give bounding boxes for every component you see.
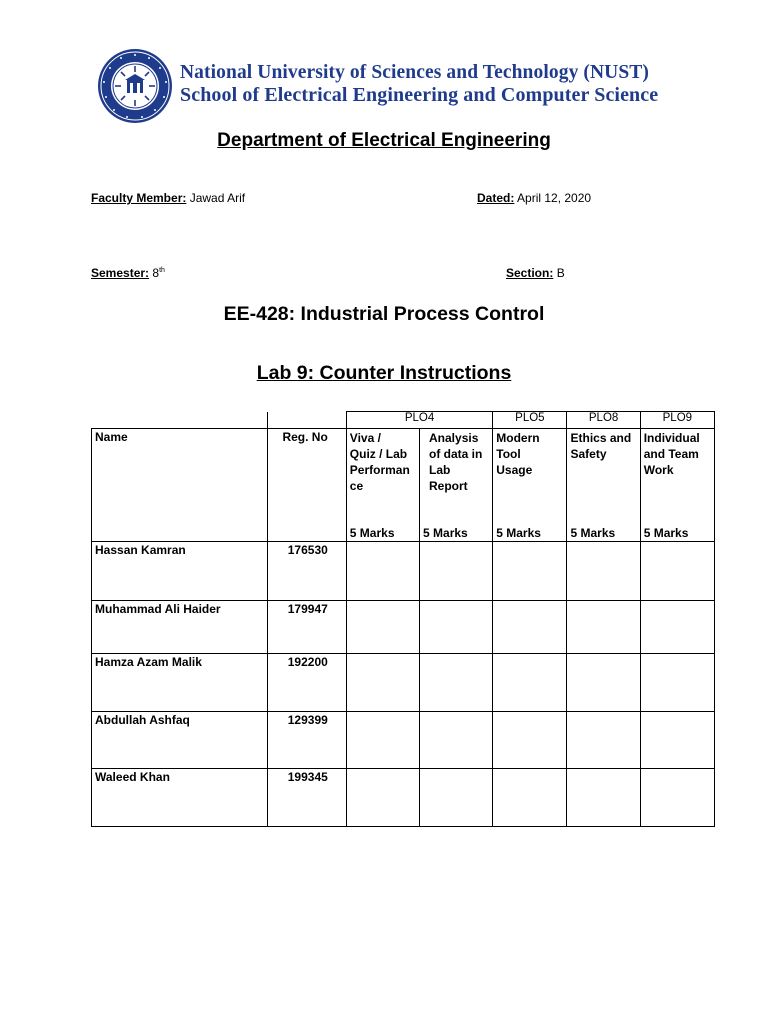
semester-value: 8 [152, 266, 160, 280]
score-cell[interactable] [346, 712, 419, 769]
student-reg: 192200 [267, 654, 346, 712]
student-name: Muhammad Ali Haider [92, 601, 268, 654]
score-cell[interactable] [640, 654, 714, 712]
score-cell[interactable] [493, 712, 567, 769]
plo-header: PLO8 [567, 412, 640, 429]
dated-field [477, 191, 591, 205]
plo-header-row [92, 412, 715, 429]
score-cell[interactable] [420, 654, 493, 712]
score-cell[interactable] [346, 542, 419, 601]
criteria-marks: 5 Marks [570, 526, 616, 540]
student-reg: 179947 [267, 601, 346, 654]
student-reg: 176530 [267, 542, 346, 601]
criteria-line: Tool [496, 447, 521, 461]
criteria-line: Analysis [429, 431, 479, 445]
criteria-line: Lab [429, 463, 451, 477]
score-cell[interactable] [493, 542, 567, 601]
lab-title: Lab 9: Counter Instructions [256, 362, 512, 384]
criteria-cell [567, 429, 640, 542]
table-row [92, 712, 715, 769]
dated-label: Dated: [477, 191, 515, 205]
criteria-cell [420, 429, 493, 542]
dated-value: April 12, 2020 [517, 191, 592, 205]
semester-label: Semester: [91, 266, 150, 280]
section-label: Section: [506, 266, 554, 280]
criteria-line: Usage [496, 463, 533, 477]
score-cell[interactable] [567, 654, 640, 712]
criteria-cell [346, 429, 419, 542]
table-row [92, 654, 715, 712]
table-row [92, 601, 715, 654]
criteria-cell [493, 429, 567, 542]
criteria-line: Individual [643, 431, 700, 445]
name-header: Name [92, 429, 268, 542]
marks-table [91, 411, 715, 827]
score-cell[interactable] [346, 769, 419, 827]
faculty-value: Jawad Arif [189, 191, 246, 205]
section-field [506, 266, 565, 280]
nust-seal-icon [97, 48, 173, 124]
score-cell[interactable] [567, 769, 640, 827]
criteria-line: ce [349, 479, 364, 493]
criteria-line: Viva / [349, 431, 381, 445]
faculty-label: Faculty Member: [91, 191, 187, 205]
score-cell[interactable] [346, 654, 419, 712]
criteria-line: Work [643, 463, 674, 477]
table-row [92, 542, 715, 601]
criteria-cell [640, 429, 714, 542]
criteria-line: of data in [429, 447, 483, 461]
section-value: B [556, 266, 565, 280]
score-cell[interactable] [493, 769, 567, 827]
criteria-marks: 5 Marks [349, 526, 395, 540]
student-name: Hassan Kamran [92, 542, 268, 601]
faculty-field [91, 191, 245, 205]
plo-header: PLO4 [346, 412, 492, 429]
score-cell[interactable] [346, 601, 419, 654]
criteria-line: Safety [570, 447, 607, 461]
student-name: Abdullah Ashfaq [92, 712, 268, 769]
department-title: Department of Electrical Engineering [217, 130, 551, 151]
score-cell[interactable] [420, 712, 493, 769]
score-cell[interactable] [640, 601, 714, 654]
student-name: Hamza Azam Malik [92, 654, 268, 712]
score-cell[interactable] [420, 601, 493, 654]
criteria-marks: 5 Marks [643, 526, 689, 540]
score-cell[interactable] [640, 542, 714, 601]
score-cell[interactable] [567, 542, 640, 601]
criteria-line: Modern [496, 431, 540, 445]
semester-suffix: th [159, 267, 165, 274]
score-cell[interactable] [493, 654, 567, 712]
student-name: Waleed Khan [92, 769, 268, 827]
score-cell[interactable] [640, 769, 714, 827]
reg-header: Reg. No [267, 429, 346, 542]
blank-cell [267, 412, 346, 429]
score-cell[interactable] [493, 601, 567, 654]
semester-field [91, 266, 165, 280]
criteria-header-row [92, 429, 715, 542]
criteria-line: Performan [349, 463, 410, 477]
score-cell[interactable] [567, 712, 640, 769]
table-row [92, 769, 715, 827]
blank-cell [92, 412, 268, 429]
score-cell[interactable] [567, 601, 640, 654]
criteria-marks: 5 Marks [423, 526, 468, 540]
criteria-line: and Team [643, 447, 699, 461]
criteria-line: Report [429, 479, 468, 493]
student-reg: 129399 [267, 712, 346, 769]
course-title: EE-428: Industrial Process Control [223, 303, 545, 325]
plo-header: PLO9 [640, 412, 714, 429]
plo-header: PLO5 [493, 412, 567, 429]
score-cell[interactable] [420, 542, 493, 601]
student-reg: 199345 [267, 769, 346, 827]
school-name: School of Electrical Engineering and Computer Science [180, 84, 659, 106]
score-cell[interactable] [420, 769, 493, 827]
score-cell[interactable] [640, 712, 714, 769]
criteria-marks: 5 Marks [496, 526, 541, 540]
university-name: National University of Sciences and Technology (NUST) [180, 62, 649, 83]
criteria-line: Ethics and [570, 431, 632, 445]
criteria-line: Quiz / Lab [349, 447, 408, 461]
